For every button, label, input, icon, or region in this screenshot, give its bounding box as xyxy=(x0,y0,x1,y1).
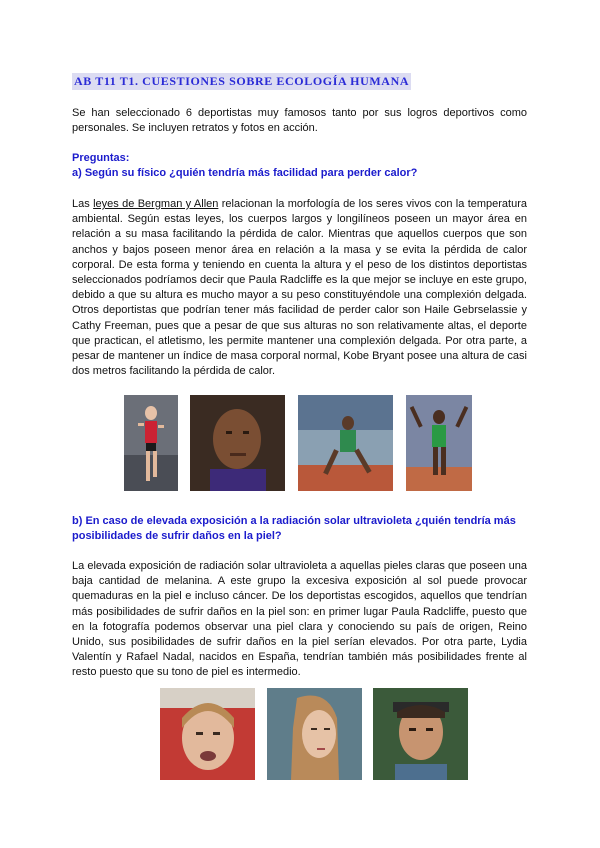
question-b-title: b) En caso de elevada exposición a la radiación solar ultravioleta ¿quién tendría más posibilidades de sufrir daños en la piel? xyxy=(72,515,516,543)
question-a-answer xyxy=(72,197,527,379)
question-a-title: a) Según su físico ¿quién tendría más facilidad para perder calor? xyxy=(72,167,418,179)
questions-heading: Preguntas: xyxy=(72,152,130,164)
bergman-allen-link[interactable]: leyes de Bergman y Allen xyxy=(93,198,219,210)
photo-kobe-bryant-portrait xyxy=(190,395,285,491)
question-b-answer: La elevada exposición de radiación solar ultravioleta a aquellas pieles claras que poseen una baja cantidad de melanina. A este grupo la excesiva exposición al sol puede provocar quemaduras en la piel e incluso cáncer. De los deportistas escogidos, aquellos que tendrían más posibilidades de sufrir daños en la piel son: en primer lugar Paula Radcliffe, puesto que en la fotografía podemos observar una piel clara y conociendo su país de origen, Reino Unido, sus posibilidades de sufrir daños en la piel serían elevados. Por otra parte, Lydia Valentín y Rafael Nadal, nacidos en España, tendrían también más posibilidades frente al resto puesto que su tono de piel es intermedio. xyxy=(72,560,527,679)
photo-freeman-running xyxy=(298,395,393,491)
answer-a-rest: relacionan la morfología de los seres vivos con la temperatura ambiental. Según estas leyes, los cuerpos largos y longilíneos poseen un mayor área en relación a su masa facilitando la pérdida de calor. Mientras que aquellos cuerpos que son anchos y bajos poseen menor área en relación a la masa y se evita la pérdida de calor corporal. De esta forma y teniendo en cuenta la altura y el peso de los distintos deportistas seleccionados podríamos decir que Paula Radcliffe es la que mejor se incluye en este grupo, debido a que su altura es mucho mayor a su peso constituyéndole una complexión delgada. Otros deportistas que podrían tener más facilidad de perder calor son Haile Gebrselassie y Cathy Freeman, pues que a pesar de que sus alturas no son relativamente altas, el deporte que practican, el atletismo, les permite mantener una complexión delgada. Por otra parte, a pesar de mantener un índice de masa corporal normal, Kobe Bryant posee una altura de casi dos metros facilitando la pérdida de calor. xyxy=(72,198,527,378)
intro-paragraph: Se han seleccionado 6 deportistas muy famosos tanto por sus logros deportivos como personales. Se incluyen retratos y fotos en acción. xyxy=(72,107,527,135)
photo-radcliffe-running xyxy=(124,395,178,491)
photo-radcliffe-portrait xyxy=(160,688,255,780)
photo-nadal-portrait xyxy=(373,688,468,780)
photo-gebrselassie-celebrating xyxy=(406,395,472,491)
page-title: AB T11 T1. CUESTIONES SOBRE ECOLOGÍA HUMANA xyxy=(74,74,410,88)
answer-a-pre: Las xyxy=(72,198,94,210)
photo-valentin-portrait xyxy=(267,688,362,780)
